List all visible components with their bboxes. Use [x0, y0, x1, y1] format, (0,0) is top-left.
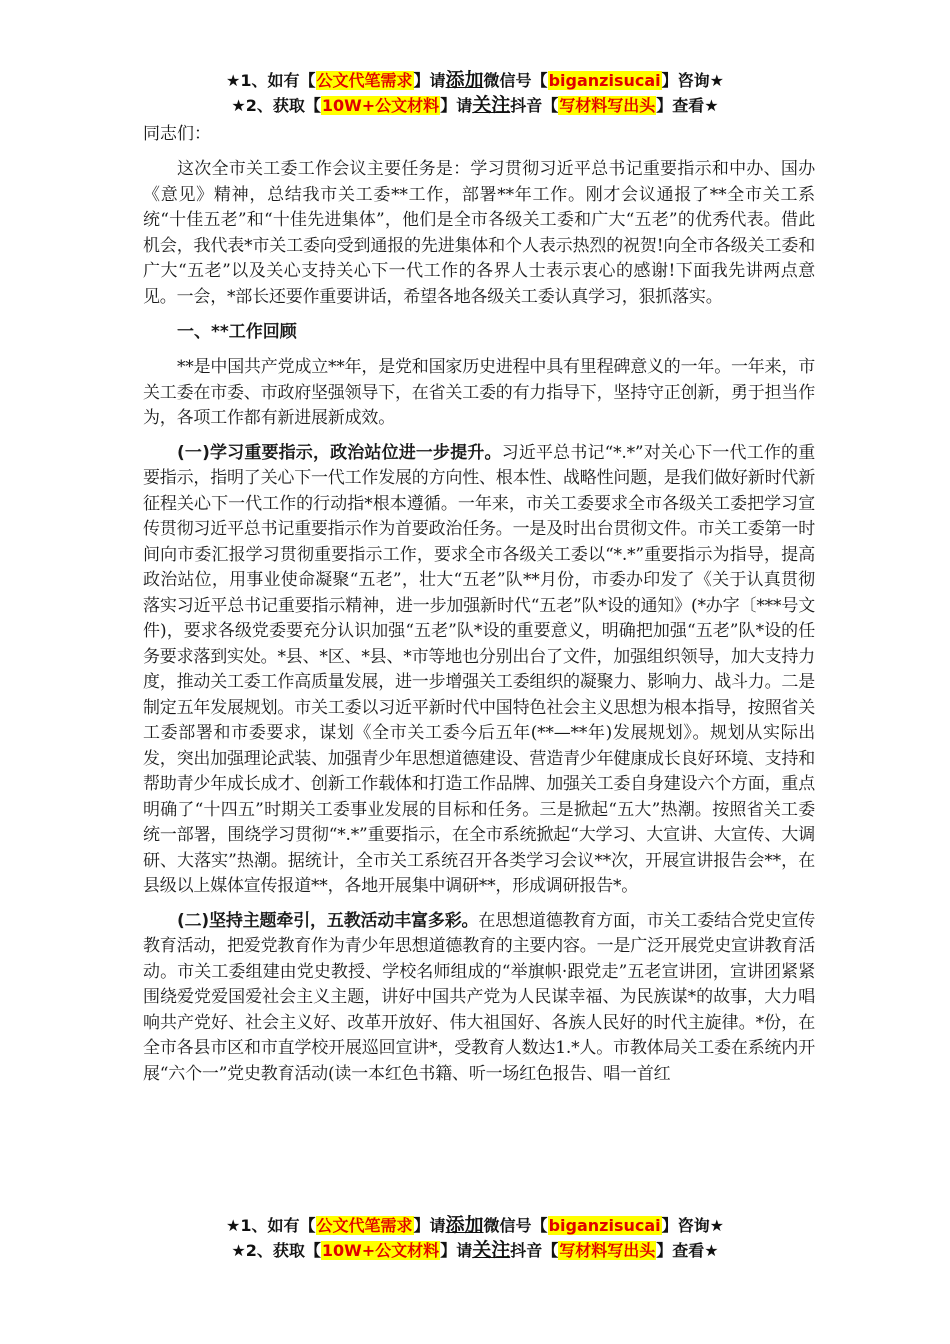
promo-banner-bottom	[0, 1213, 950, 1263]
promo-line-2	[0, 1238, 950, 1263]
promo-line-1	[0, 1213, 950, 1238]
promo-text: 抖音【	[510, 96, 559, 115]
promo-text: ★1、如有【	[226, 71, 316, 90]
promo-text: 】咨询★	[661, 1216, 724, 1235]
section-heading: 一、**工作回顾	[177, 322, 297, 342]
promo-text: 】咨询★	[661, 71, 724, 90]
wechat-id: biganzisucai	[548, 1216, 661, 1235]
section-1-paragraph	[143, 441, 815, 900]
promo-highlight: 公文代笔需求	[316, 71, 413, 90]
section-2-body: 在思想道德教育方面，市关工委结合党史宣传教育活动，把爱党教育作为青少年思想道德教育的主要内容。一是广泛开展党史宣讲教育活动。市关工委组建由党史教授、学校名师组成的“举旗帜·跟党走”五老宣讲团，宣讲团紧紧围绕爱党爱国爱社会主义主题，讲好中国共产党为人民谋幸福、为民族谋*的故事，大力唱响共产党好、社会主义好、改革开放好、伟大祖国好、各族人民好的时代主旋律。*份，在全市各县市区和市直学校开展巡回宣讲*，受教育人数达1.*人。市教体局关工委在系统内开展“六个一”党史教育活动(读一本红色书籍、听一场红色报告、唱一首红	[143, 910, 815, 1084]
intro-paragraph: 这次全市关工委工作会议主要任务是：学习贯彻习近平总书记重要指示和中办、国办《意见》精神，总结我市关工委**工作，部署**年工作。刚才会议通报了**全市关工系统“十佳五老”和“十佳先进集体”，他们是全市各级关工委和广大“五老”的优秀代表。借此机会，我代表*市关工委向受到通报的先进集体和个人表示热烈的祝贺!向全市各级关工委和广大“五老”以及关心支持关心下一代工作的各界人士表示衷心的感谢!下面我先讲两点意见。一会，*部长还要作重要讲话，希望各地各级关工委认真学习，狠抓落实。	[143, 159, 815, 307]
promo-text: ★2、获取【	[231, 96, 321, 115]
section-2-paragraph	[143, 909, 815, 1088]
promo-line-2	[0, 93, 950, 118]
promo-emphasis: 关注	[472, 1239, 511, 1261]
promo-banner-top	[0, 68, 950, 118]
promo-text: 】查看★	[656, 1241, 719, 1260]
salutation: 同志们：	[143, 124, 211, 144]
overview-paragraph: **是中国共产党成立**年，是党和国家历史进程中具有里程碑意义的一年。一年来，市关工委在市委、市政府坚强领导下，在省关工委的有力指导下，坚持守正创新，勇于担当作为，各项工作都有新进展新成效。	[143, 357, 815, 428]
promo-line-1	[0, 68, 950, 93]
section-1-lead: (一)学习重要指示，政治站位进一步提升。	[177, 442, 502, 463]
promo-text: 】请	[440, 1241, 473, 1260]
promo-text: ★1、如有【	[226, 1216, 316, 1235]
promo-highlight: 10W+公文材料	[321, 96, 440, 115]
promo-highlight: 10W+公文材料	[321, 1241, 440, 1260]
promo-text: 抖音【	[510, 1241, 559, 1260]
douyin-account: 写材料写出头	[559, 1241, 656, 1260]
section-1-body: 习近平总书记“*.*”对关心下一代工作的重要指示，指明了关心下一代工作发展的方向性、根本性、战略性问题，是我们做好新时代新征程关心下一代工作的行动指*根本遵循。一年来，市关工委要求全市各级关工委把学习宣传贯彻习近平总书记重要指示作为首要政治任务。一是及时出台贯彻文件。市关工委第一时间向市委汇报学习贯彻重要指示工作，要求全市各级关工委以“*.*”重要指示为指导，提高政治站位，用事业使命凝聚“五老”，壮大“五老”队**月份，市委办印发了《关于认真贯彻落实习近平总书记重要指示精神，进一步加强新时代“五老”队*设的通知》(*办字〔***号文件)，要求各级党委要充分认识加强“五老”队*设的重要意义，明确把加强“五老”队*设的任务要求落到实处。*县、*区、*县、*市等地也分别出台了文件，加强组织领导，加大支持力度，推动关工委工作高质量发展，进一步增强关工委组织的凝聚力、影响力、战斗力。二是制定五年发展规划。市关工委以习近平新时代中国特色社会主义思想为根本指导，按照省关工委部署和市委要求，谋划《全市关工委今后五年(**—**年)发展规划》。规划从实际出发，突出加强理论武装、加强青少年思想道德建设、营造青少年健康成长良好环境、支持和帮助青少年成长成才、创新工作载体和打造工作品牌、加强关工委自身建设六个方面，重点明确了“十四五”时期关工委事业发展的目标和任务。三是掀起“五大”热潮。按照省关工委统一部署，围绕学习贯彻“*.*”重要指示，在全市系统掀起“大学习、大宣讲、大宣传、大调研、大落实”热潮。据统计，全市关工系统召开各类学习会议**次，开展宣讲报告会**，在县级以上媒体宣传报道**，各地开展集中调研**，形成调研报告*。	[143, 442, 815, 896]
wechat-id: biganzisucai	[548, 71, 661, 90]
promo-emphasis: 添加	[445, 69, 484, 91]
promo-text: ★2、获取【	[231, 1241, 321, 1260]
promo-text: 】请	[413, 71, 446, 90]
promo-text: 微信号【	[483, 71, 548, 90]
promo-emphasis: 关注	[472, 94, 511, 116]
promo-text: 】请	[440, 96, 473, 115]
promo-text: 】请	[413, 1216, 446, 1235]
promo-highlight: 公文代笔需求	[316, 1216, 413, 1235]
promo-emphasis: 添加	[445, 1214, 484, 1236]
section-2-lead: (二)坚持主题牵引，五教活动丰富多彩。	[177, 910, 479, 931]
promo-text: 微信号【	[483, 1216, 548, 1235]
document-body	[143, 121, 815, 1096]
promo-text: 】查看★	[656, 96, 719, 115]
douyin-account: 写材料写出头	[559, 96, 656, 115]
